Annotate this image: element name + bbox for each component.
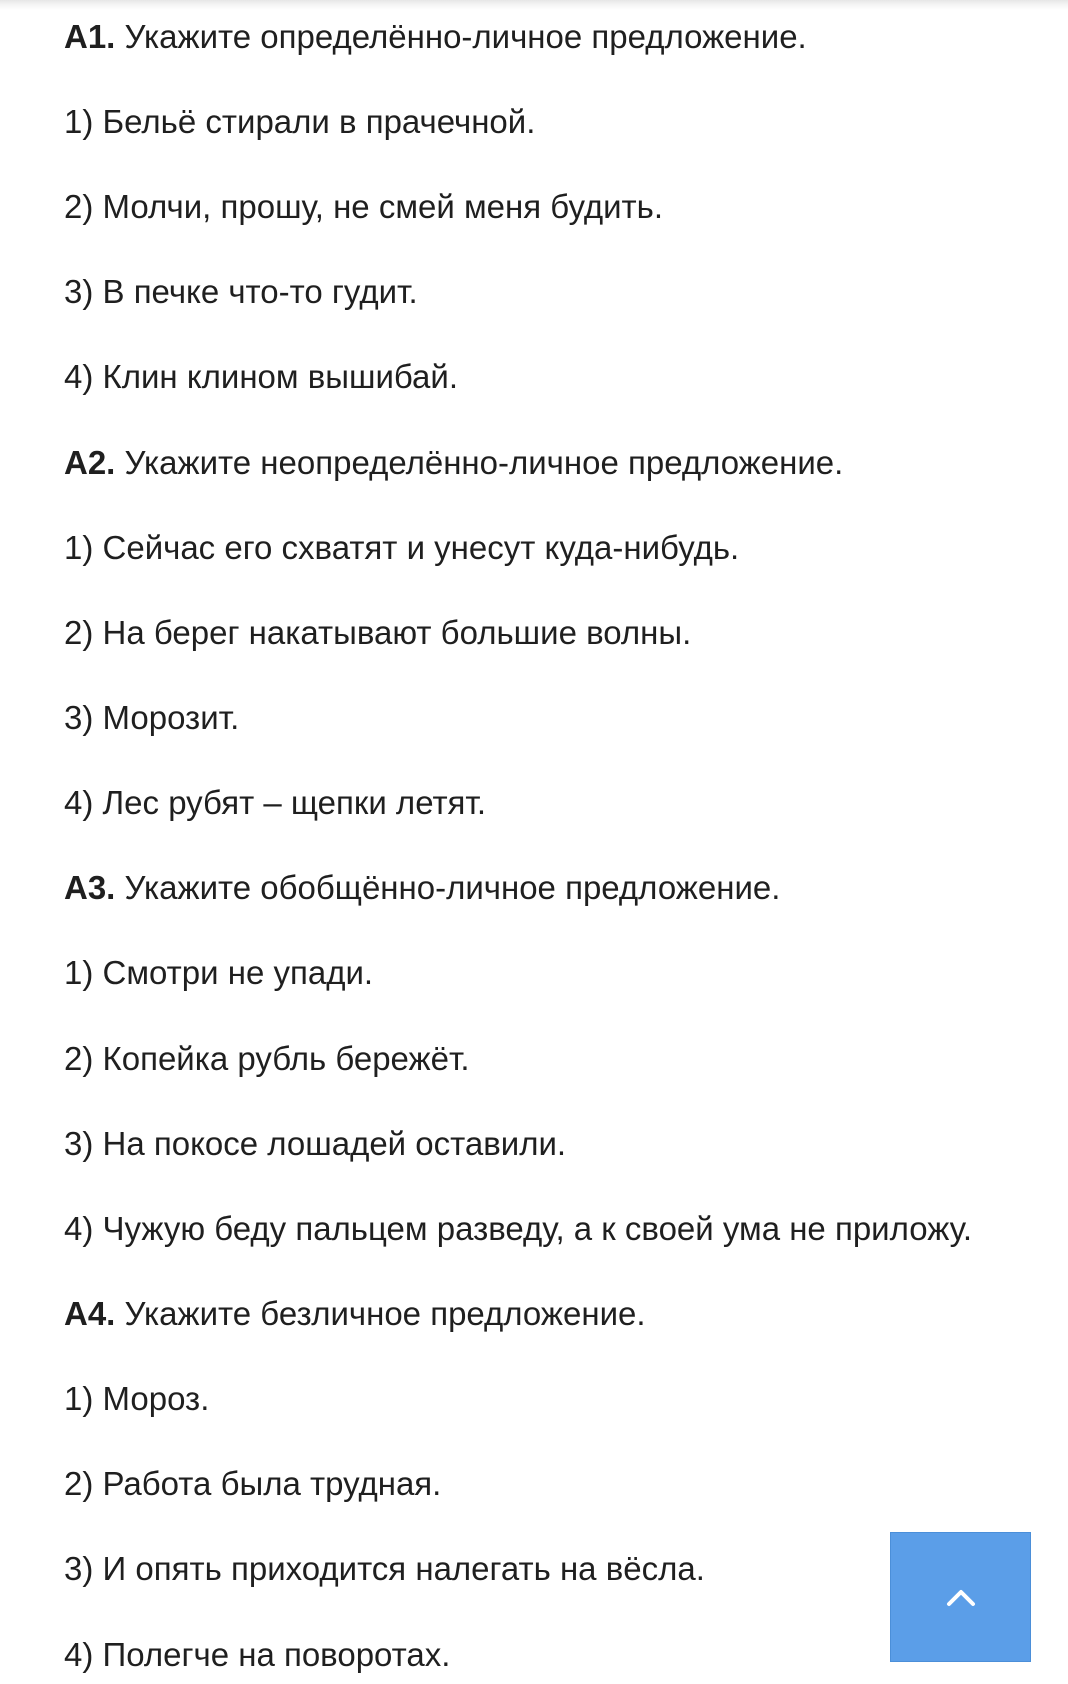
question-prompt: Укажите обобщённо-личное предложение. (115, 869, 781, 906)
question-number: А1. (64, 18, 116, 55)
question-a4 (64, 1294, 646, 1334)
question-a3 (64, 868, 780, 908)
answer-option: 3) На покосе лошадей оставили. (64, 1125, 567, 1162)
answer-option: 2) Работа была трудная. (64, 1465, 442, 1502)
answer-option: 4) Полегче на поворотах. (64, 1636, 451, 1673)
answer-option: 4) Лес рубят – щепки летят. (64, 784, 487, 821)
answer-option: 2) Молчи, прошу, не смей меня будить. (64, 188, 664, 225)
question-number: А4. (64, 1295, 116, 1332)
answer-option: 3) Морозит. (64, 699, 240, 736)
question-number: А3. (64, 869, 116, 906)
scroll-to-top-button[interactable] (890, 1532, 1031, 1662)
answer-option: 1) Бельё стирали в прачечной. (64, 103, 536, 140)
answer-option: 2) Копейка рубль бережёт. (64, 1040, 470, 1077)
answer-option: 4) Чужую беду пальцем разведу, а к своей ума не приложу. (64, 1210, 973, 1247)
question-prompt: Укажите безличное предложение. (115, 1295, 646, 1332)
answer-option: 4) Клин клином вышибай. (64, 358, 459, 395)
answer-option: 3) И опять приходится налегать на вёсла. (64, 1550, 705, 1587)
answer-option: 1) Сейчас его схватят и унесут куда-нибудь. (64, 529, 740, 566)
question-a2 (64, 443, 843, 483)
top-bar-shadow (0, 0, 1068, 10)
question-a1 (64, 17, 807, 57)
question-prompt: Укажите неопределённо-личное предложение. (115, 444, 844, 481)
chevron-up-icon (946, 1587, 976, 1607)
answer-option: 1) Смотри не упади. (64, 954, 374, 991)
answer-option: 2) На берег накатывают большие волны. (64, 614, 692, 651)
answer-option: 3) В печке что-то гудит. (64, 273, 418, 310)
question-prompt: Укажите определённо-личное предложение. (115, 18, 807, 55)
answer-option: 1) Мороз. (64, 1380, 210, 1417)
question-number: А2. (64, 444, 116, 481)
